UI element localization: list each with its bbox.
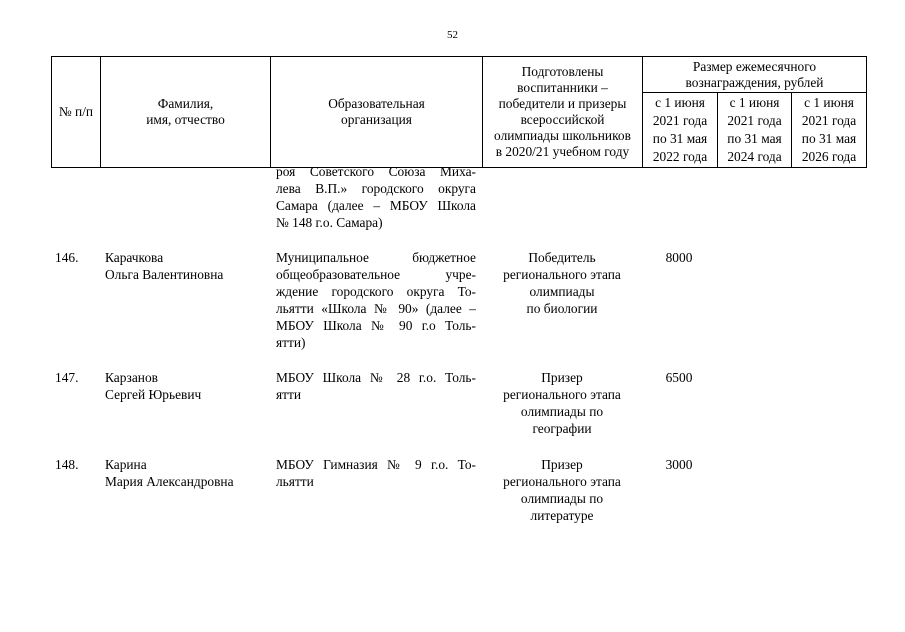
row-achievement [487,369,637,437]
row-organization [276,369,476,403]
text-line: льятти «Школа № 90» (далее – [276,301,476,316]
text-line: Призер [541,370,583,385]
page-number: 52 [447,29,458,41]
text-line: роя Советского Союза Миха- [276,164,476,179]
row-amount: 8000 [665,250,693,265]
row-number: 147. [55,370,79,385]
text-line: олимпиады [529,284,595,299]
text-line: Сергей Юрьевич [105,387,202,402]
text-line: Муниципальное бюджетное [276,250,476,265]
text-line: льятти [276,474,314,489]
header-period-2026: с 1 июня 2021 года по 31 мая 2026 года [792,93,867,168]
header-prepared-students: Подготовлены воспитанники – победители и призеры всероссийской олимпиады школьников в 2020/21 учебном году [483,57,643,168]
text-line: Карзанов [105,370,158,385]
text-line: Ольга Валентиновна [105,267,224,282]
text-line: географии [532,421,592,436]
text-line: ятти [276,387,302,402]
text-line: регионального этапа [503,474,621,489]
text-line: Победитель [528,250,596,265]
text-line: Карачкова [105,250,164,265]
text-line: Мария Александровна [105,474,234,489]
header-period-2022: с 1 июня 2021 года по 31 мая 2022 года [643,93,718,168]
row-organization [276,249,476,351]
row-achievement [487,456,637,524]
table-header [51,56,867,168]
row-amount: 3000 [665,457,693,472]
text-line: МБОУ Гимназия № 9 г.о. То- [276,457,476,472]
text-line: лева В.П.» городского округа [276,181,476,196]
text-line: Карина [105,457,147,472]
continuation-organization [276,163,476,231]
row-full-name [105,249,270,283]
text-line: Призер [541,457,583,472]
text-line: ятти) [276,335,306,350]
row-organization [276,456,476,490]
text-line: по биологии [526,301,598,316]
text-line: № 148 г.о. Самара) [276,215,383,230]
text-line: регионального этапа [503,387,621,402]
header-full-name: Фамилия, имя, отчество [101,57,271,168]
row-amount: 6500 [665,370,693,385]
header-monthly-reward: Размер ежемесячного вознаграждения, рублей [643,57,867,93]
row-number: 148. [55,457,79,472]
row-full-name [105,369,270,403]
row-achievement [487,249,637,317]
text-line: ждение городского округа То- [276,284,476,299]
text-line: общеобразовательное учре- [276,267,476,282]
header-organization: Образовательная организация [271,57,483,168]
text-line: олимпиады по [520,404,604,419]
text-line: Самара (далее – МБОУ Школа [276,198,476,213]
row-number: 146. [55,250,79,265]
text-line: МБОУ Школа № 90 г.о Толь- [276,318,476,333]
text-line: МБОУ Школа № 28 г.о. Толь- [276,370,476,385]
text-line: литературе [530,508,594,523]
text-line: олимпиады по [520,491,604,506]
header-number: № п/п [52,57,101,168]
text-line: регионального этапа [503,267,621,282]
row-full-name [105,456,270,490]
header-period-2024: с 1 июня 2021 года по 31 мая 2024 года [718,93,792,168]
